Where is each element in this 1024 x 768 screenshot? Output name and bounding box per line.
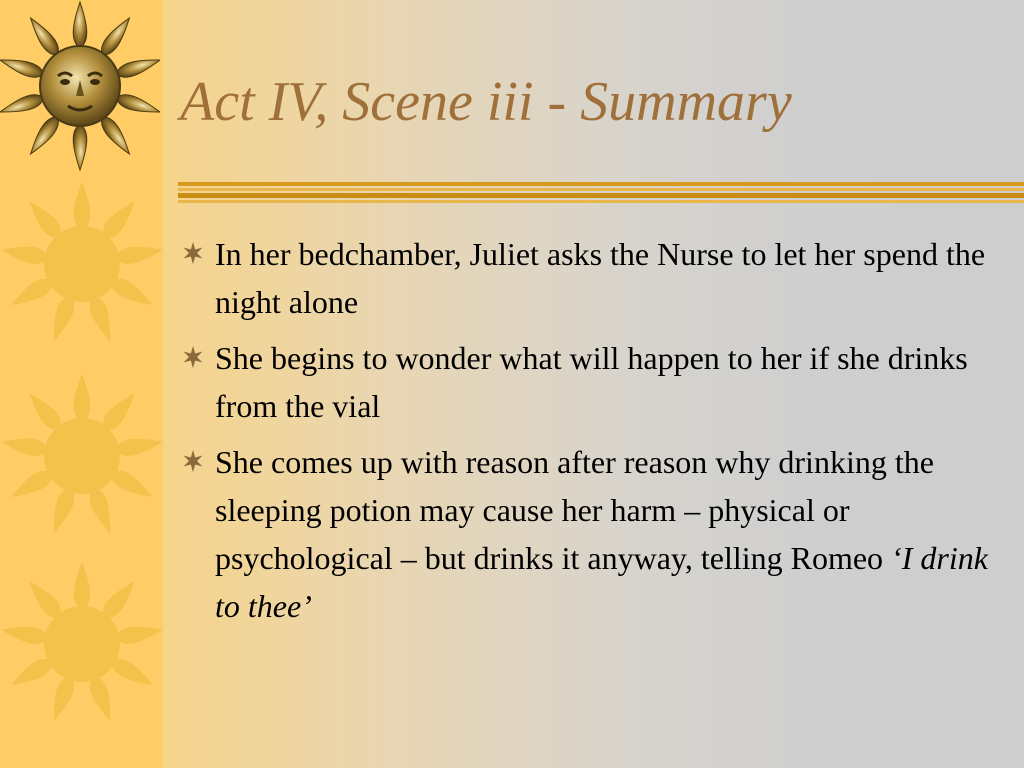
bullet-item: [180, 230, 1010, 326]
bullet-text: She begins to wonder what will happen to her if she drinks from the vial: [215, 340, 968, 424]
bullet-item: [180, 334, 1010, 430]
sun-icon: [2, 560, 162, 728]
bullet-list: [180, 230, 1010, 638]
title-divider: [178, 182, 1024, 204]
star-bullet-icon: [180, 448, 206, 474]
bullet-item: [180, 438, 1010, 630]
sidebar-decoration: [0, 0, 163, 768]
sun-icon: [2, 180, 162, 348]
sun-icon: [2, 372, 162, 540]
star-bullet-icon: [180, 344, 206, 370]
bullet-text: In her bedchamber, Juliet asks the Nurse to let her spend the night alone: [215, 236, 986, 320]
slide-title: Act IV, Scene iii - Summary: [180, 71, 792, 133]
sun-face-icon: [0, 0, 160, 172]
bullet-text: She comes up with reason after reason why drinking the sleeping potion may cause her harm – physical or psychological – but drinks it anyway, telling Romeo: [215, 444, 934, 576]
star-bullet-icon: [180, 240, 206, 266]
bullet-quote: ‘I drink to thee’: [215, 540, 988, 624]
